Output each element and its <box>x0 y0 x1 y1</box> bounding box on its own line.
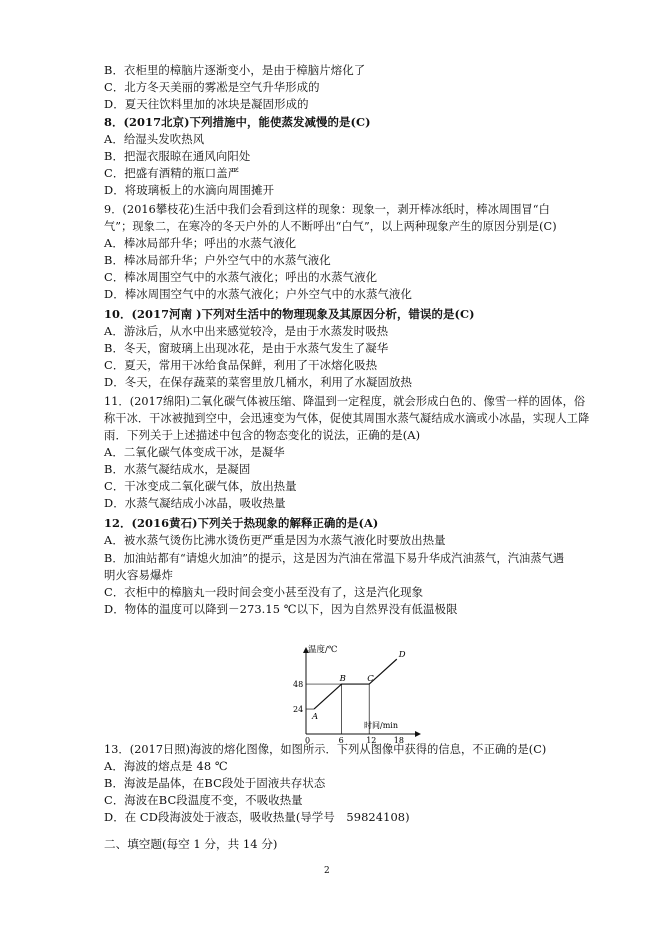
question-9-option-a: A．棒冰局部升华；呼出的水蒸气液化 <box>104 236 297 250</box>
point-labels <box>311 650 406 722</box>
x-tick-0: 0 <box>305 736 311 744</box>
question-12-option-d: D．物体的温度可以降到－273.15 ℃以下，因为自然界没有低温极限 <box>104 602 458 616</box>
question-9-option-b: B．棒冰局部升华；户外空气中的水蒸气液化 <box>104 253 331 267</box>
melting-curve-figure <box>292 644 422 744</box>
y-tick-48: 48 <box>293 680 304 690</box>
point-label-D: D <box>398 650 406 661</box>
question-10-option-b: B．冬天，窗玻璃上出现冰花，是由于水蒸气发生了凝华 <box>104 341 389 355</box>
question-13-option-a: A．海波的熔点是 48 ℃ <box>104 759 228 773</box>
question-10-option-c: C．夏天，常用干冰给食品保鲜，利用了干冰熔化吸热 <box>104 358 378 372</box>
question-7-option-d: D．夏天往饮料里加的冰块是凝固形成的 <box>104 97 309 111</box>
question-9-stem: 9．(2016攀枝花)生活中我们会看到这样的现象：现象一，剥开棒冰纸时，棒冰周围冒“白 <box>104 203 550 216</box>
x-tick-18: 18 <box>393 736 404 744</box>
y-axis-label: 温度/℃ <box>308 645 338 655</box>
question-11-stem-cont2: 雨．下列关于上述描述中包含的物态变化的说法，正确的是(A) <box>104 428 421 442</box>
y-tick-labels <box>293 680 303 714</box>
question-13-option-b: B．海波是晶体，在BC段处于固液共存状态 <box>104 776 326 790</box>
point-label-C: C <box>367 674 374 685</box>
question-8-option-d: D．将玻璃板上的水滴向周围摊开 <box>104 183 275 197</box>
question-11-stem: 11．(2017绵阳)二氧化碳气体被压缩、降温到一定程度，就会形成白色的、像雪一样的固体，俗 <box>104 395 586 408</box>
question-12-stem: 12．(2016黄石)下列关于热现象的解释正确的是(A) <box>104 516 379 530</box>
question-7-option-c: C．北方冬天美丽的雾凇是空气升华形成的 <box>104 80 320 94</box>
x-axis-label: 时间/min <box>364 721 398 730</box>
x-tick-12: 12 <box>366 736 377 744</box>
question-13-option-c: C．海波在BC段温度不变，不吸收热量 <box>104 793 303 807</box>
question-8-stem: 8．(2017北京)下列措施中，能使蒸发减慢的是(C) <box>104 115 371 129</box>
question-12-option-b: B．加油站都有“请熄火加油”的提示，这是因为汽油在常温下易升华成汽油蒸气，汽油蒸气遇 <box>104 552 565 565</box>
question-11-option-b: B．水蒸气凝结成水，是凝固 <box>104 462 251 476</box>
question-12-option-c: C．衣柜中的樟脑丸一段时间会变小甚至没有了，这是汽化现象 <box>104 585 424 599</box>
point-label-B: B <box>339 674 346 685</box>
question-10-option-d: D．冬天，在保存蔬菜的菜窖里放几桶水，利用了水凝固放热 <box>104 375 412 389</box>
question-8-option-b: B．把湿衣服晾在通风向阳处 <box>104 149 251 163</box>
question-7-option-b: B．衣柜里的樟脑片逐渐变小，是由于樟脑片熔化了 <box>104 63 366 77</box>
question-10-stem: 10．(2017河南 )下列对生活中的物理现象及其原因分析，错误的是(C) <box>104 307 475 321</box>
page-number: 2 <box>324 866 330 876</box>
question-8-option-a: A．给湿头发吹热风 <box>104 132 205 146</box>
question-8-option-c: C．把盛有酒精的瓶口盖严 <box>104 166 240 180</box>
melting-curve-svg <box>292 644 422 744</box>
question-11-option-d: D．水蒸气凝结成小冰晶，吸收热量 <box>104 496 286 510</box>
question-10-option-a: A．游泳后，从水中出来感觉较冷，是由于水蒸发时吸热 <box>104 324 389 338</box>
question-12-option-b-cont: 明火容易爆炸 <box>104 568 173 582</box>
question-11-stem-cont: 称干冰．干冰被抛到空中，会迅速变为气体，促使其周围水蒸气凝结成水滴或小冰晶，实现人工降 <box>104 412 590 425</box>
question-9-option-d: D．棒冰周围空气中的水蒸气液化；户外空气中的水蒸气液化 <box>104 287 412 301</box>
question-9-option-c: C．棒冰周围空气中的水蒸气液化；呼出的水蒸气液化 <box>104 270 378 284</box>
question-11-option-c: C．干冰变成二氧化碳气体，放出热量 <box>104 479 297 493</box>
point-label-A: A <box>312 712 319 723</box>
guide-lines <box>306 684 369 734</box>
question-9-stem-cont: 气”；现象二，在寒冷的冬天户外的人不断呼出“白气”，以上两种现象产生的原因分别是(C) <box>104 220 557 233</box>
question-13-stem: 13．(2017日照)海波的熔化图像，如图所示．下列从图像中获得的信息，不正确的是(C) <box>104 743 547 756</box>
section-title-fill-in: 二、填空题(每空 1 分，共 14 分) <box>104 837 278 851</box>
question-12-option-a: A．被水蒸气烫伤比沸水烫伤更严重是因为水蒸气液化时要放出热量 <box>104 533 446 547</box>
y-tick-24: 24 <box>293 705 304 715</box>
x-tick-6: 6 <box>338 736 344 744</box>
question-11-option-a: A．二氧化碳气体变成干冰，是凝华 <box>104 445 285 459</box>
question-13-option-d: D．在 CD段海波处于液态，吸收热量(导学号 59824108) <box>104 810 410 824</box>
